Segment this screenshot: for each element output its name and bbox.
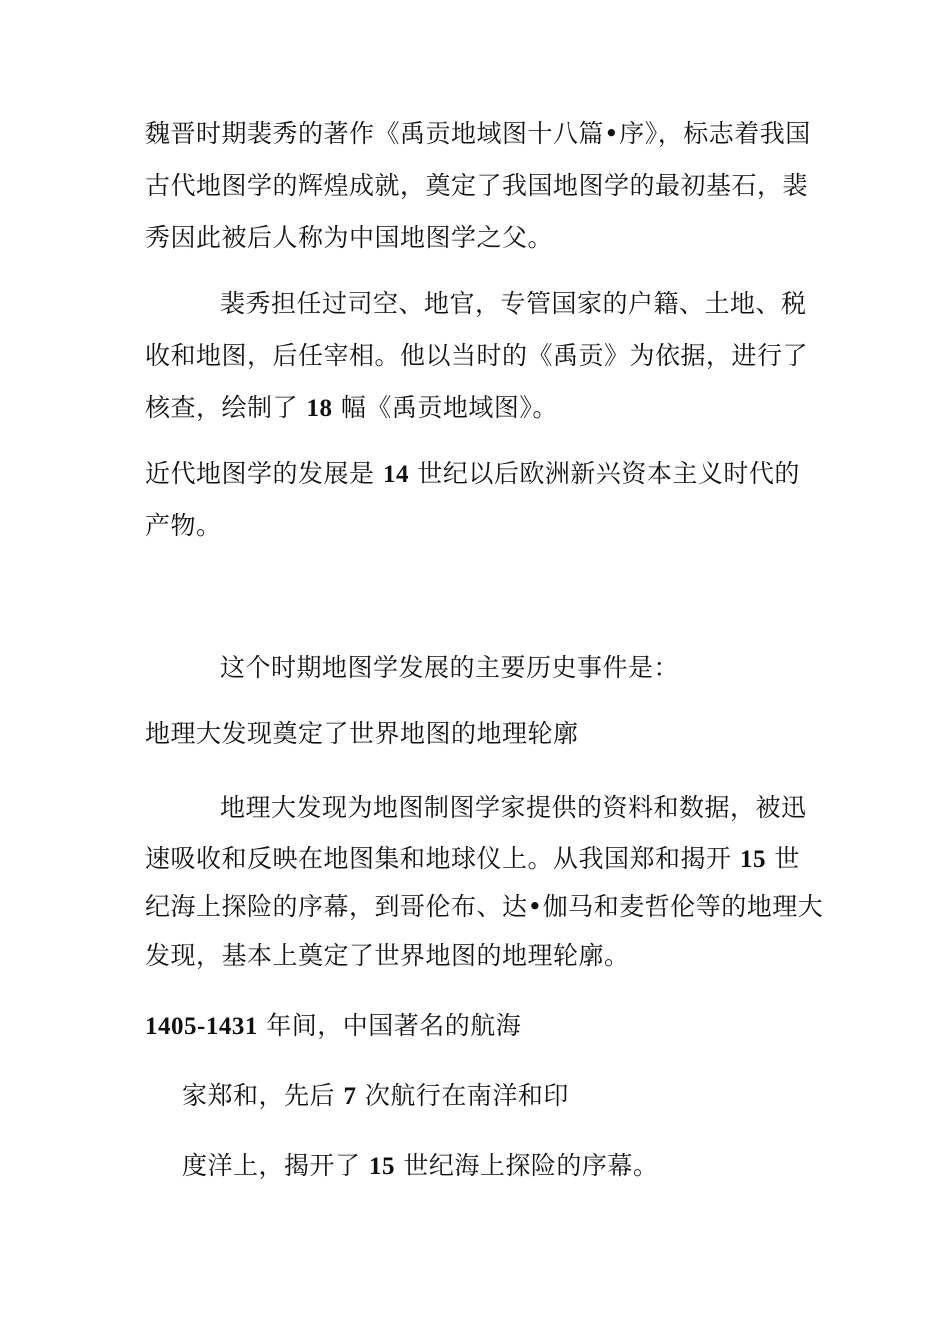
- p7-line-2-text-a: 家郑和，先后: [182, 1081, 344, 1110]
- p7-line-2-number: 7: [343, 1083, 357, 1110]
- p6-line-2-text-b: 世: [765, 844, 800, 873]
- p3-line-1-text-a: 近代地图学的发展是: [145, 459, 383, 488]
- p7-line-3-number: 15: [368, 1153, 395, 1180]
- p1-line-3: 秀因此被后人称为中国地图学之父。: [145, 223, 554, 252]
- p7-line-1-text-b: 年间，中国著名的航海: [257, 1011, 522, 1040]
- p2-line-2: 收和地图，后任宰相。他以当时的《禹贡》为依据，进行了: [145, 341, 809, 370]
- p7-line-3-text-b: 世纪海上探险的序幕。: [394, 1151, 659, 1180]
- p2-line-3: [145, 393, 558, 424]
- p2-line-3-text-b: 幅《禹贡地域图》。: [332, 393, 558, 422]
- p4-line-1: 这个时期地图学发展的主要历史事件是：: [220, 653, 680, 682]
- p1-line-2: 古代地图学的辉煌成就，奠定了我国地图学的最初基石，裴: [145, 171, 809, 200]
- p6-line-2-text-a: 速吸收和反映在地图集和地球仪上。从我国郑和揭开: [145, 844, 740, 873]
- p7-line-2-text-b: 次航行在南洋和印: [356, 1081, 569, 1110]
- p6-line-2: [145, 844, 800, 875]
- p1-line-1: 魏晋时期裴秀的著作《禹贡地域图十八篇•序》，标志着我国: [145, 119, 811, 148]
- p3-line-2: 产物。: [145, 511, 222, 540]
- p6-line-3: 纪海上探险的序幕，到哥伦布、达•伽马和麦哲伦等的地理大: [145, 892, 824, 921]
- p6-line-1: 地理大发现为地图制图学家提供的资料和数据，被迅: [220, 793, 807, 822]
- p7-line-1-number: 1405-1431: [145, 1013, 258, 1040]
- p7-line-1: [145, 1011, 521, 1042]
- p6-line-2-number: 15: [739, 846, 766, 873]
- p3-line-1: [145, 459, 800, 490]
- p3-line-1-text-b: 世纪以后欧洲新兴资本主义时代的: [408, 459, 800, 488]
- p3-line-1-number: 14: [382, 461, 409, 488]
- p5-line-1: 地理大发现奠定了世界地图的地理轮廓: [145, 719, 579, 748]
- p2-line-3-number: 18: [306, 395, 333, 422]
- p7-line-3-text-a: 度洋上，揭开了: [182, 1151, 369, 1180]
- p7-line-2: [182, 1081, 569, 1112]
- p2-line-3-text-a: 核查，绘制了: [145, 393, 307, 422]
- p2-line-1: 裴秀担任过司空、地官，专管国家的户籍、土地、税: [220, 289, 807, 318]
- p6-line-4: 发现，基本上奠定了世界地图的地理轮廓。: [145, 941, 630, 970]
- p7-line-3: [182, 1151, 658, 1182]
